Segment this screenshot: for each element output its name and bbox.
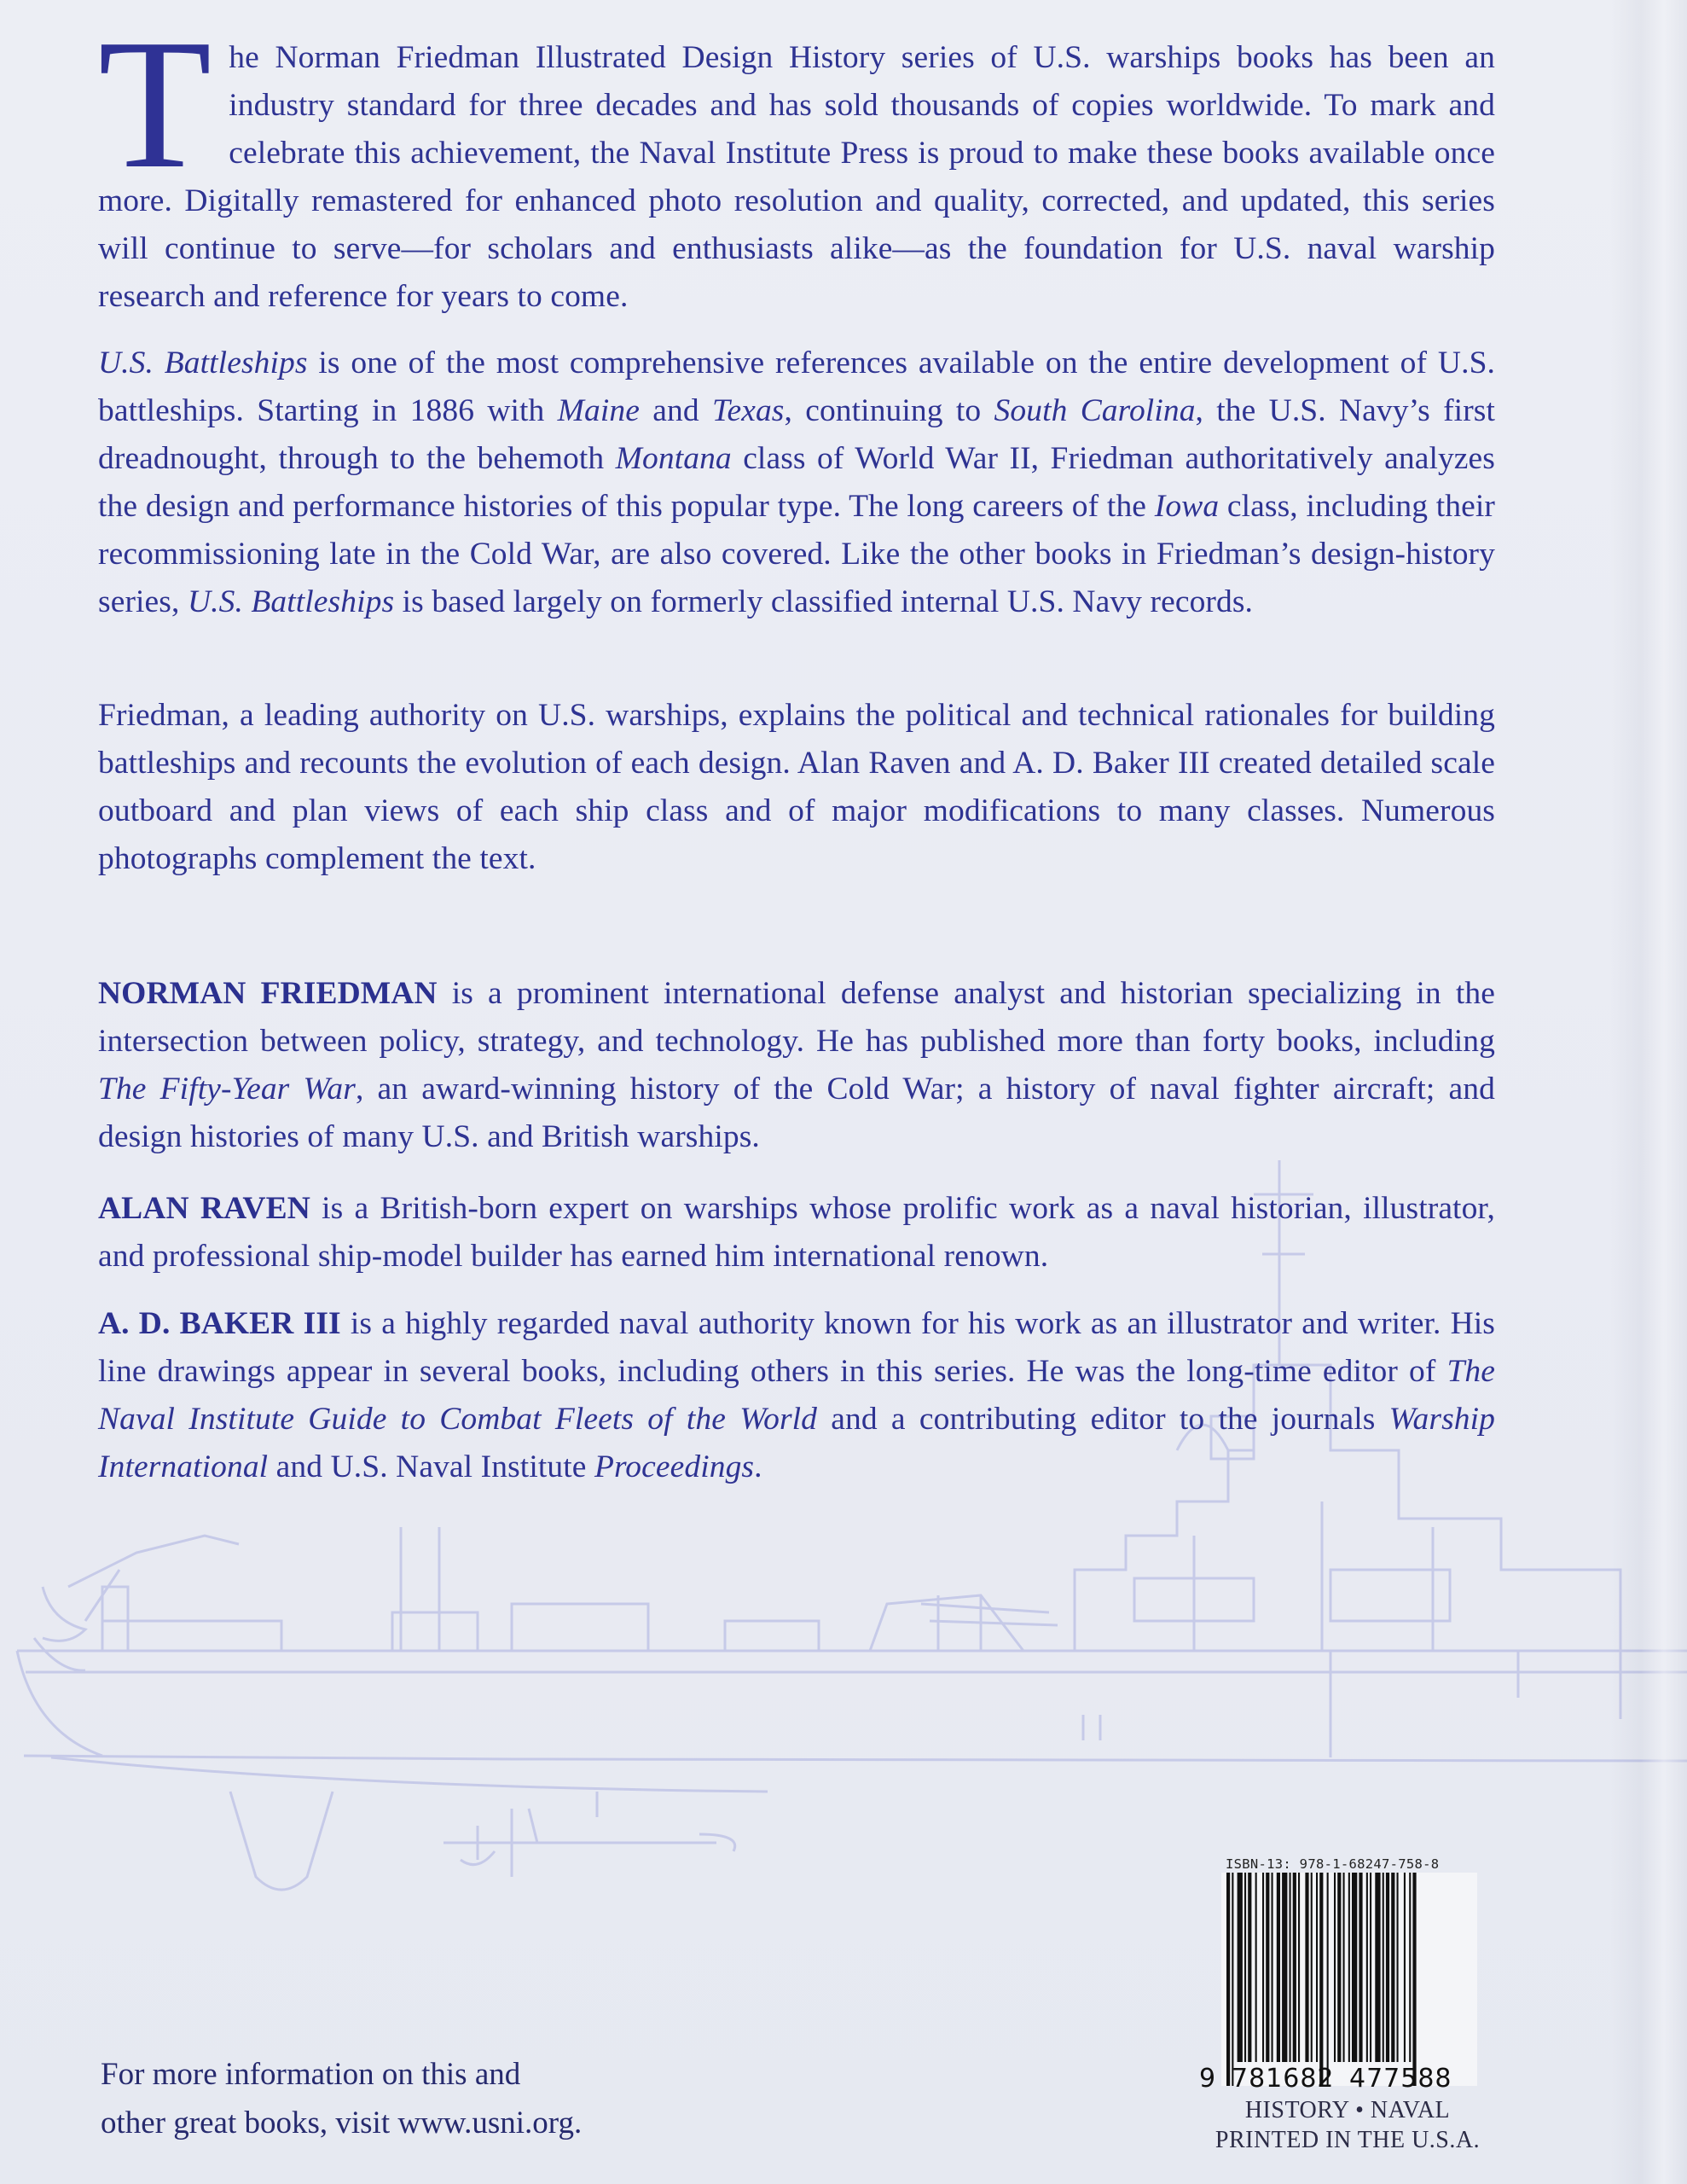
barcode-bar [1337, 1873, 1341, 2062]
italic-title: The Fifty-Year War [98, 1072, 356, 1107]
text-run: , the U.S. Navy’s first dreadnought, through to the behemoth [98, 393, 1495, 476]
description-paragraph-1 [98, 340, 1495, 626]
author-name: NORMAN FRIEDMAN [98, 976, 438, 1011]
barcode-bar [1282, 1873, 1287, 2062]
barcode-bar [1383, 1873, 1384, 2062]
barcode-bar [1305, 1873, 1308, 2062]
barcode-bar [1334, 1873, 1336, 2062]
barcode-bar [1343, 1873, 1345, 2062]
barcode-bar [1238, 1873, 1243, 2062]
barcode-bar [1409, 1873, 1411, 2062]
barcode-bar [1366, 1873, 1368, 2062]
text-run: is a highly regarded naval authority known for his work as an illustrator and writer. His line drawings appear in several books, including others in this series. He was the long-time editor of [98, 1306, 1495, 1389]
barcode-bar [1391, 1873, 1394, 2062]
barcode-bar [1232, 1873, 1233, 2086]
text-run: is a prominent international defense analyst and historian specializing in the intersection between policy, strategy, and technology. He has published more than forty books, including [98, 976, 1495, 1059]
author-bio-baker [98, 1300, 1495, 1491]
barcode-bar [1266, 1873, 1269, 2062]
italic-title: Montana [615, 441, 732, 476]
barcode-group-1: 781682 [1232, 2064, 1335, 2094]
italic-title: South Carolina [994, 393, 1196, 428]
barcode-bar [1327, 1873, 1329, 2086]
footer-info-line-2: other great books, visit www.usni.org. [101, 2106, 583, 2140]
barcode-bar [1404, 1873, 1406, 2062]
barcode-bar [1412, 1873, 1416, 2086]
barcode-bar [1370, 1873, 1371, 2062]
italic-title: U.S. Battleships [98, 346, 308, 380]
barcode-bar [1397, 1873, 1399, 2062]
italic-title: Texas [711, 393, 785, 428]
barcode-group-2: 477588 [1349, 2064, 1452, 2094]
barcode-bar [1386, 1873, 1389, 2062]
barcode-bar [1277, 1873, 1280, 2062]
barcode-bar [1316, 1873, 1318, 2062]
friedman-bio [98, 970, 1495, 1161]
italic-title: The Naval Institute Guide to Combat Fleets of the World [98, 1354, 1495, 1437]
text-run: is based largely on formerly classified internal U.S. Navy records. [394, 584, 1254, 619]
raven-bio [98, 1185, 1495, 1281]
footer-info-line-1: For more information on this and [101, 2057, 521, 2092]
barcode-bar [1352, 1873, 1357, 2062]
intro-paragraph [98, 2, 1495, 321]
italic-title: Maine [557, 393, 640, 428]
text-run: and a contributing editor to the journals [817, 1402, 1389, 1437]
baker-bio [98, 1300, 1495, 1491]
barcode-bar [1255, 1873, 1257, 2062]
italic-title: U.S. Battleships [187, 584, 395, 619]
barcode-image [1221, 1873, 1477, 2086]
barcode-bar [1375, 1873, 1380, 2062]
barcode-bar [1298, 1873, 1300, 2062]
barcode-bar [1293, 1873, 1296, 2062]
barcode-bar [1348, 1873, 1350, 2062]
text-run: and [639, 393, 712, 428]
text-run: class, including their recommissioning late in the Cold War, are also covered. Like the other books in Friedman’s design-history series, [98, 489, 1495, 619]
author-bio-raven [98, 1185, 1495, 1281]
text-run: , continuing to [784, 393, 994, 428]
author-name: ALAN RAVEN [98, 1191, 310, 1226]
footer-info [101, 2050, 582, 2147]
text-run: and U.S. Naval Institute [268, 1449, 594, 1484]
barcode-bar [1319, 1873, 1323, 2086]
text-run: , an award-winning history of the Cold War; a history of naval fighter aircraft; and design histories of many U.S. and British warships. [98, 1072, 1495, 1154]
category-label: HISTORY • NAVAL [1244, 2097, 1451, 2123]
printed-in-label: PRINTED IN THE U.S.A. [1215, 2127, 1481, 2153]
barcode-bar [1262, 1873, 1264, 2062]
description-paragraph-2: Friedman, a leading authority on U.S. warships, explains the political and technical rationales for building battleships and recounts the evolution of each design. Alan Raven and A. D. Baker III created detailed scale outboard and plan views of each ship class and of major modifications to many classes. Numerous photographs complement the text. [98, 698, 1495, 876]
description-section [98, 340, 1495, 626]
drop-cap: T [98, 2, 212, 207]
book-category [1194, 2095, 1501, 2155]
text-run: . [754, 1449, 762, 1484]
text-run: is one of the most comprehensive references available on the entire development of U.S. battleships. Starting in 1886 with [98, 346, 1496, 428]
intro-text: he Norman Friedman Illustrated Design History series of U.S. warships books has been an industry standard for three decades and has sold thousands of copies worldwide. To mark and celebrate this achievement, the Naval Institute Press is proud to make these books available once more. Digitally remastered for enhanced photo resolution and quality, corrected, and updated, this series will continue to serve—for scholars and enthusiasts alike—as the foundation for U.S. naval warship research and reference for years to come. [98, 40, 1495, 314]
barcode-first-digit: 9 [1199, 2064, 1217, 2094]
barcode-bar [1244, 1873, 1246, 2062]
barcode-bar [1248, 1873, 1251, 2062]
italic-title: Proceedings [594, 1449, 755, 1484]
text-run: is a British-born expert on warships whose prolific work as a naval historian, illustrator, and professional ship-model builder has earned him international renown. [98, 1191, 1495, 1274]
barcode-bar [1311, 1873, 1313, 2062]
description-section-2 [98, 692, 1495, 883]
author-bio-friedman [98, 970, 1495, 1161]
barcode-bar [1226, 1873, 1230, 2086]
text-run: class of World War II, Friedman authoritatively analyzes the design and performance histories of this popular type. The long careers of the [98, 441, 1495, 524]
author-name: A. D. BAKER III [98, 1306, 341, 1341]
isbn-label: ISBN-13: 978-1-68247-758-8 [1226, 1856, 1440, 1872]
barcode-bar [1272, 1873, 1273, 2062]
italic-title: Warship International [98, 1402, 1495, 1484]
intro-section [98, 2, 1495, 321]
italic-title: Iowa [1154, 489, 1220, 524]
barcode-bar [1359, 1873, 1362, 2062]
barcode-bar [1290, 1873, 1291, 2062]
